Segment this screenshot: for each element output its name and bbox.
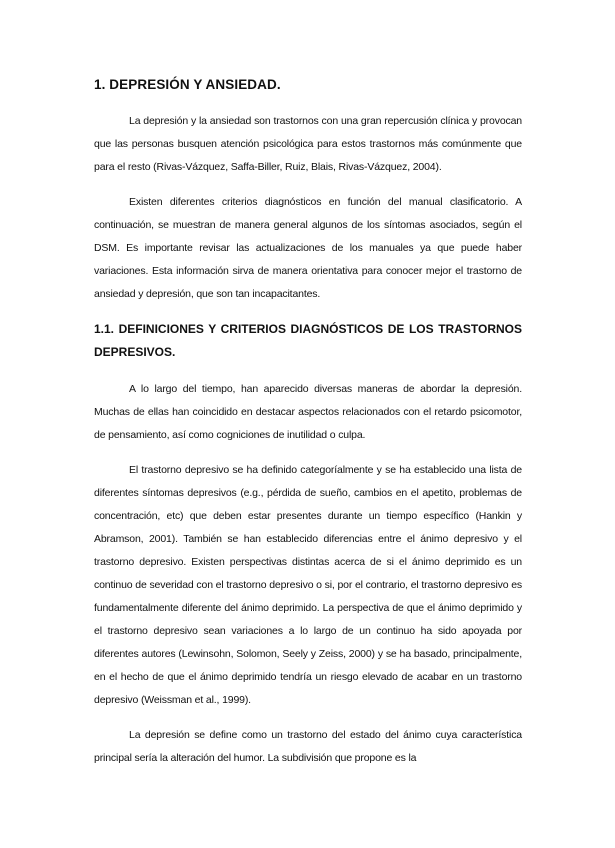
subsection-heading: 1.1. DEFINICIONES Y CRITERIOS DIAGNÓSTICOS DE LOS TRASTORNOS DEPRESIVOS. (94, 322, 522, 359)
paragraph-intro-1: La depresión y la ansiedad son trastornos con una gran repercusión clínica y provocan que las personas busquen atención psicológica para estos trastornos más comúnmente que para el resto (Rivas-Vázquez, Saffa-Biller, Ruiz, Blais, Rivas-Vázquez, 2004). (94, 115, 522, 173)
page-content (94, 77, 522, 782)
paragraph-intro-2: Existen diferentes criterios diagnósticos en función del manual clasificatorio. A continuación, se muestran de manera general algunos de los síntomas asociados, según el DSM. Es importante revisar las actualizaciones de los manuales ya que puede haber variaciones. Esta información sirva de manera orientativa para conocer mejor el trastorno de ansiedad y depresión, que son tan incapacitantes. (94, 196, 522, 300)
paragraph-body-2: El trastorno depresivo se ha definido categoríalmente y se ha establecido una lista de diferentes síntomas depresivos (e.g., pérdida de sueño, cambios en el apetito, problemas de concentración, etc) que deben estar presentes durante un tiempo específico (Hankin y Abramson, 2001). También se han establecido diferencias entre el ánimo depresivo y el trastorno depresivo. Existen perspectivas distintas acerca de si el ánimo deprimido es un continuo de severidad con el trastorno depresivo o si, por el contrario, el trastorno depresivo es fundamentalmente diferente del ánimo deprimido. La perspectiva de que el ánimo deprimido y el trastorno depresivo sean variaciones a lo largo de un continuo ha sido apoyada por diferentes autores (Lewinsohn, Solomon, Seely y Zeiss, 2000) y se ha basado, principalmente, en el hecho de que el ánimo deprimido tendría un riesgo elevado de acabar en un trastorno depresivo (Weissman et al., 1999). (94, 464, 522, 706)
paragraph-body-3: La depresión se define como un trastorno del estado del ánimo cuya característica principal sería la alteración del humor. La subdivisión que propone es la (94, 729, 522, 764)
paragraph-body-1: A lo largo del tiempo, han aparecido diversas maneras de abordar la depresión. Muchas de ellas han coincidido en destacar aspectos relacionados con el retardo psicomotor, de pensamiento, así como cogniciones de inutilidad o culpa. (94, 383, 522, 441)
section-heading: 1. DEPRESIÓN Y ANSIEDAD. (94, 77, 281, 92)
